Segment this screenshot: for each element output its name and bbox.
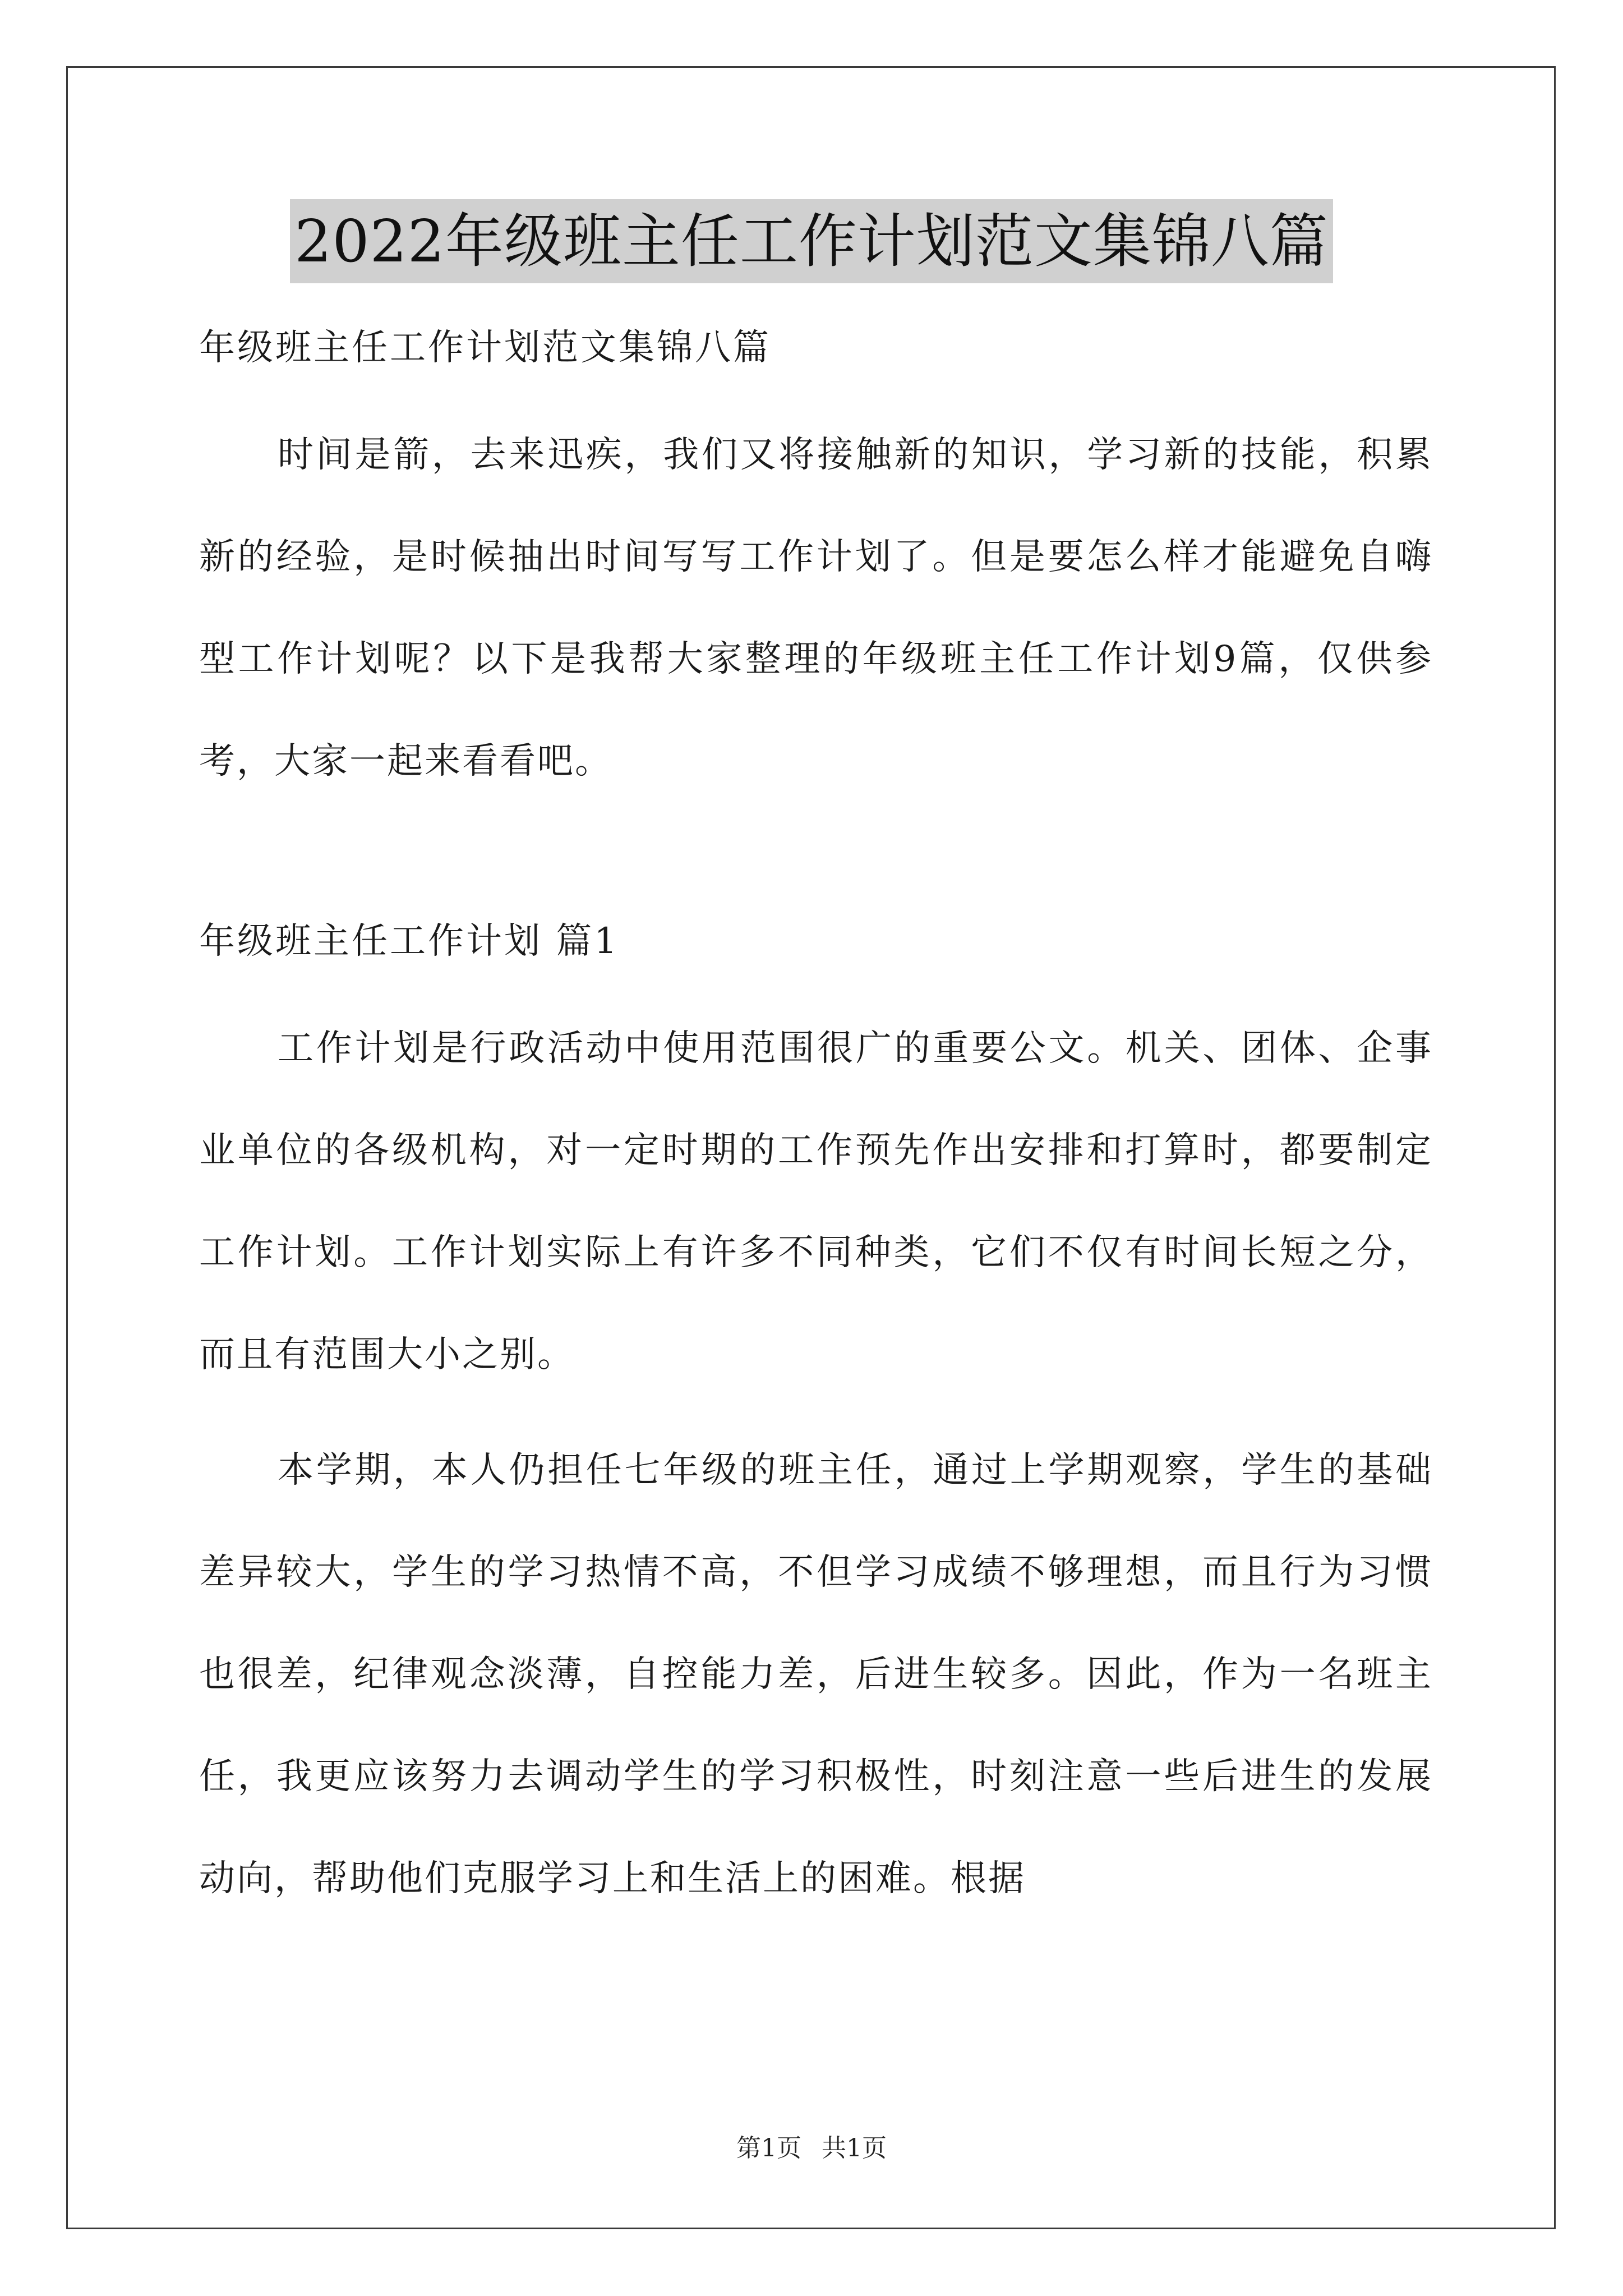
intro-paragraph: 时间是箭，去来迅疾，我们又将接触新的知识，学习新的技能，积累新的经验，是时候抽出时间写写工作计划了。但是要怎么样才能避免自嗨型工作计划呢？以下是我帮大家整理的年级班主任工作计划9篇，仅供参考，大家一起来看看吧。 [199,434,1433,782]
document-title: 2022年级班主任工作计划范文集锦八篇 [290,199,1333,283]
spacer [199,381,1433,404]
spacer [199,1406,1433,1419]
section-heading: 年级班主任工作计划 篇1 [199,921,620,962]
page-number-total: 共1页 [822,2134,887,2162]
body-paragraph: 本学期，本人仍担任七年级的班主任，通过上学期观察，学生的基础差异较大，学生的学习热情不高，不但学习成绩不够理想，而且行为习惯也很差，纪律观念淡薄，自控能力差，后进生较多。因此，作为一名班主任，我更应该努力去调动学生的学习积极性，时刻注意一些后进生的发展动向，帮助他们克服学习上和生活上的困难。根据 [199,1450,1433,1899]
page-footer [0,2132,1623,2165]
document-body [199,314,1433,1930]
spacer [199,812,1433,908]
spacer [199,975,1433,997]
title-wrapper [0,199,1623,283]
body-paragraph: 工作计划是行政活动中使用范围很广的重要公文。机关、团体、企事业单位的各级机构，对一定时期的工作预先作出安排和打算时，都要制定工作计划。工作计划实际上有许多不同种类，它们不仅有时间长短之分，而且有范围大小之别。 [199,1028,1433,1375]
page-number-current: 第1页 [736,2134,801,2162]
document-subtitle: 年级班主任工作计划范文集锦八篇 [199,327,771,369]
